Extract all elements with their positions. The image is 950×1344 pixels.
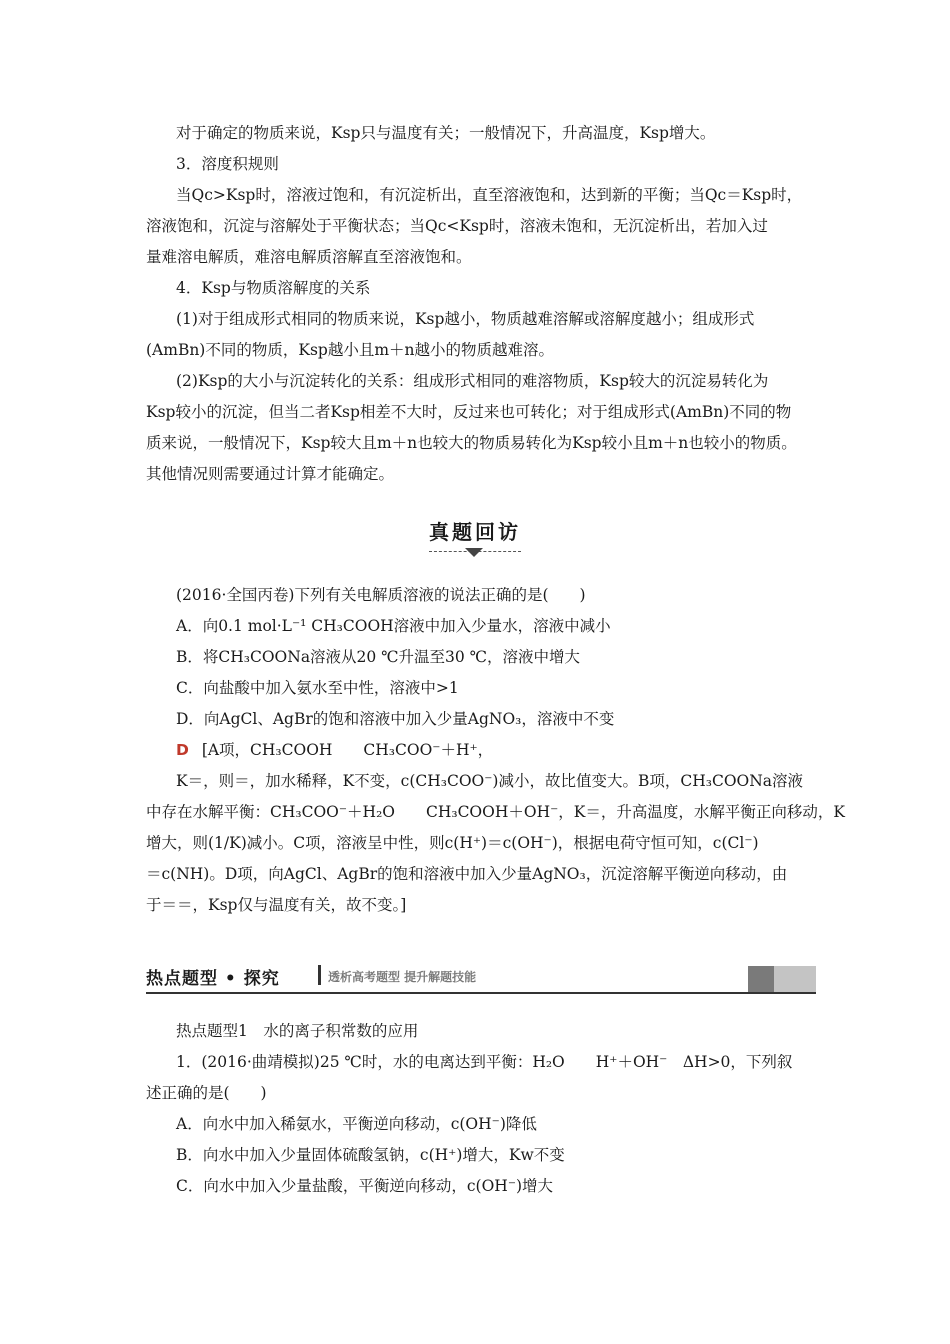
text-line: (1)对于组成形式相同的物质来说，Ksp越小，物质越难溶解或溶解度越小；组成形式 [176,310,755,328]
question-stem: (2016·全国丙卷)下列有关电解质溶液的说法正确的是( ) [176,586,586,604]
text-line: 其他情况则需要通过计算才能确定。 [146,465,395,483]
section-subtitle: 透析高考题型 提升解题技能 [328,970,477,984]
option-c: C．向水中加入少量盐酸，平衡逆向移动，c(OH⁻)增大 [176,1177,554,1195]
section-divider [318,965,321,985]
option-b: B．向水中加入少量固体硫酸氢钠，c(H⁺)增大，Kw不变 [176,1146,565,1164]
triangle-down-icon [465,548,483,557]
explanation-line: ＝c(NH)。D项，向AgCl、AgBr的饱和溶液中加入少量AgNO₃，沉淀溶解平衡逆向移动，由 [146,865,788,883]
explanation-line: 增大，则(1/K)减小。C项，溶液呈中性，则c(H⁺)＝c(OH⁻)，根据电荷守恒可知，c(Cl⁻) [146,834,759,852]
review-title: 真题回访 [429,516,521,552]
explanation-line: K＝，则＝，加水稀释，K不变，c(CH₃COO⁻)减小，故比值变大。B项，CH₃COONa溶液 [176,772,804,790]
text-line: (2)Ksp的大小与沉淀转化的关系：组成形式相同的难溶物质，Ksp较大的沉淀易转化为 [176,372,769,390]
explanation-line: 于＝＝，Ksp仅与温度有关，故不变。] [146,896,407,914]
explanation-line [176,739,493,761]
answer-letter: D [176,741,189,759]
option-a: A．向0.1 mol·L⁻¹ CH₃COOH溶液中加入少量水，溶液中减小 [176,617,611,635]
section-title: 热点题型 • 探究 [146,969,280,989]
decor-block-dark [748,966,774,992]
heading-solubility-rule: 3．溶度积规则 [176,155,279,173]
text-line: 对于确定的物质来说，Ksp只与温度有关；一般情况下，升高温度，Ksp增大。 [176,124,716,142]
option-b: B．将CH₃COONa溶液从20 ℃升温至30 ℃，溶液中增大 [176,648,581,666]
text-line: (AmBn)不同的物质，Ksp越小且m＋n越小的物质越难溶。 [146,341,554,359]
text-line: 当Qc>Ksp时，溶液过饱和，有沉淀析出，直至溶液饱和，达到新的平衡；当Qc＝Ksp时， [176,186,803,204]
explanation-line: 中存在水解平衡：CH₃COO⁻＋H₂O CH₃COOH＋OH⁻，K＝，升高温度，水解平衡正向移动，K [146,803,845,821]
heading-ksp-relation: 4．Ksp与物质溶解度的关系 [176,279,371,297]
text-line: 质来说，一般情况下，Ksp较大且m＋n也较大的物质易转化为Ksp较小且m＋n也较小的物质。 [146,434,797,452]
text-line: 溶液饱和，沉淀与溶解处于平衡状态；当Qc<Ksp时，溶液未饱和，无沉淀析出，若加入过 [146,217,768,235]
option-c: C．向盐酸中加入氨水至中性，溶液中>1 [176,679,459,697]
practice-topic: 热点题型1 水的离子积常数的应用 [176,1022,419,1040]
question-stem-cont: 述正确的是( ) [146,1084,267,1102]
option-d: D．向AgCl、AgBr的饱和溶液中加入少量AgNO₃，溶液中不变 [176,710,615,728]
question-stem: 1．(2016·曲靖模拟)25 ℃时，水的电离达到平衡：H₂O H⁺＋OH⁻ ΔH>0，下列叙 [176,1053,793,1071]
decor-block-light [774,966,816,992]
explanation-start: [A项，CH₃COOH CH₃COO⁻＋H⁺， [201,741,494,759]
option-a: A．向水中加入稀氨水，平衡逆向移动，c(OH⁻)降低 [176,1115,537,1133]
section-header [146,962,816,994]
text-line: 量难溶电解质，难溶电解质溶解直至溶液饱和。 [146,248,472,266]
text-line: Ksp较小的沉淀，但当二者Ksp相差不大时，反过来也可转化；对于组成形式(AmBn)不同的物 [146,403,792,421]
review-title-block [0,516,950,552]
